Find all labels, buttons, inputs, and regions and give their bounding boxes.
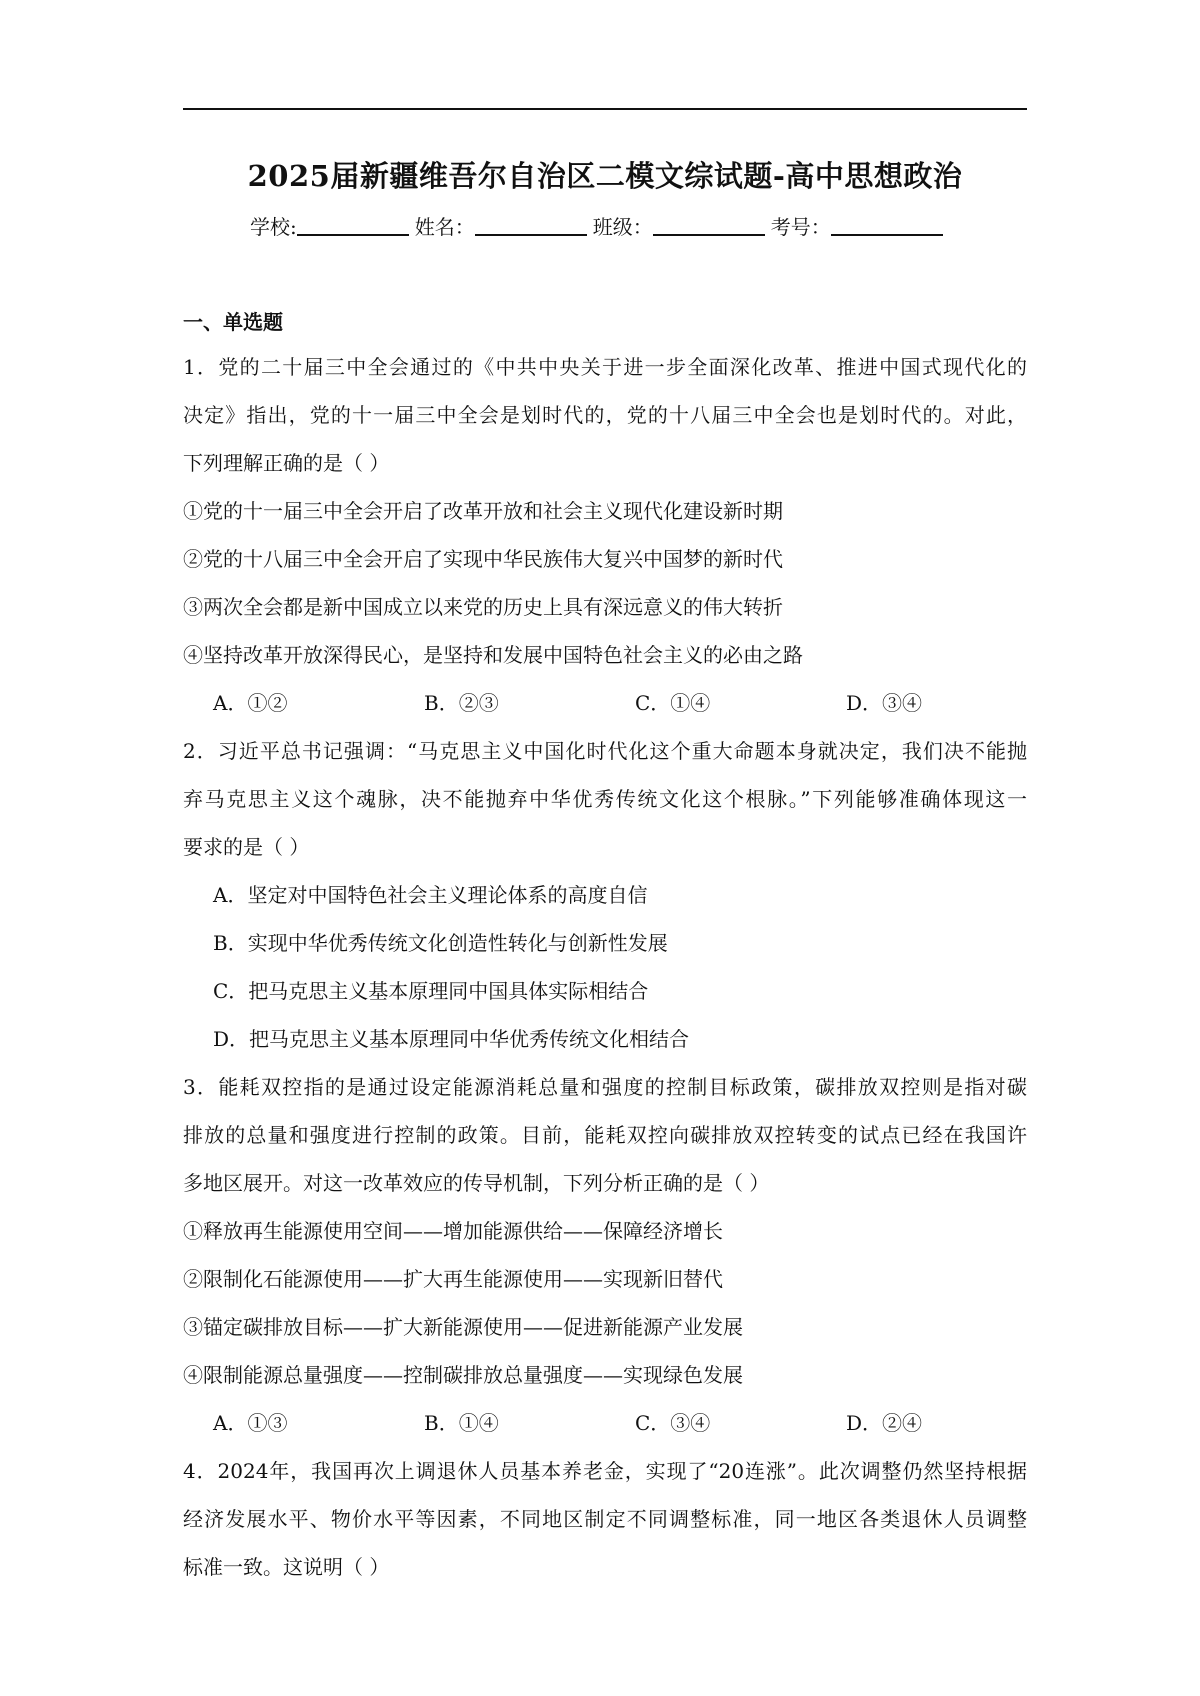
option-b[interactable]: B．①④	[424, 1411, 499, 1435]
answer-options	[183, 1399, 1027, 1447]
option-c[interactable]: C．①④	[635, 691, 711, 715]
exam-number-label: 考号：	[770, 215, 831, 239]
question-1	[183, 343, 1027, 727]
question-stem-line: 排放的总量和强度进行控制的政策。目前，能耗双控向碳排放双控转变的试点已经在我国许	[183, 1123, 1027, 1147]
question-stem-line: 1．党的二十届三中全会通过的《中共中央关于进一步全面深化改革、推进中国式现代化的	[183, 355, 1027, 379]
question-3	[183, 1063, 1027, 1447]
class-blank[interactable]	[653, 212, 765, 236]
question-stem-line: 3．能耗双控指的是通过设定能源消耗总量和强度的控制目标政策，碳排放双控则是指对碳	[183, 1075, 1027, 1099]
question-stem-line: 标准一致。这说明（ ）	[183, 1555, 390, 1579]
statement-4: ④坚持改革开放深得民心，是坚持和发展中国特色社会主义的必由之路	[183, 643, 803, 667]
option-b[interactable]: B．②③	[424, 691, 499, 715]
question-4	[183, 1447, 1027, 1591]
school-field	[250, 212, 415, 242]
answer-options	[183, 679, 1027, 727]
school-label: 学校:	[250, 215, 297, 239]
statement-2: ②限制化石能源使用——扩大再生能源使用——实现新旧替代	[183, 1267, 723, 1291]
exam-number-field	[771, 212, 949, 242]
statement-3: ③锚定碳排放目标——扩大新能源使用——促进新能源产业发展	[183, 1315, 743, 1339]
question-stem-line: 要求的是（ ）	[183, 835, 310, 859]
statement-1: ①释放再生能源使用空间——增加能源供给——保障经济增长	[183, 1219, 723, 1243]
option-c[interactable]: C．把马克思主义基本原理同中国具体实际相结合	[213, 979, 649, 1003]
question-stem-line: 经济发展水平、物价水平等因素，不同地区制定不同调整标准，同一地区各类退休人员调整	[183, 1507, 1027, 1531]
question-stem-line: 决定》指出，党的十一届三中全会是划时代的，党的十八届三中全会也是划时代的。对此，	[183, 403, 1027, 427]
question-2	[183, 727, 1027, 1063]
option-c[interactable]: C．③④	[635, 1411, 711, 1435]
name-blank[interactable]	[475, 212, 587, 236]
option-d[interactable]: D．②④	[846, 1411, 923, 1435]
statement-4: ④限制能源总量强度——控制碳排放总量强度——实现绿色发展	[183, 1363, 743, 1387]
statement-1: ①党的十一届三中全会开启了改革开放和社会主义现代化建设新时期	[183, 499, 783, 523]
question-stem-line: 2．习近平总书记强调：“马克思主义中国化时代化这个重大命题本身就决定，我们决不能抛	[183, 739, 1027, 763]
top-rule	[183, 108, 1027, 110]
statement-2: ②党的十八届三中全会开启了实现中华民族伟大复兴中国梦的新时代	[183, 547, 783, 571]
questions-content	[183, 343, 1027, 1591]
question-stem-line: 多地区展开。对这一改革效应的传导机制，下列分析正确的是（ ）	[183, 1171, 770, 1195]
exam-number-blank[interactable]	[831, 212, 943, 236]
option-b[interactable]: B．实现中华优秀传统文化创造性转化与创新性发展	[213, 931, 668, 955]
class-field	[593, 212, 771, 242]
section-heading: 一、单选题	[183, 310, 283, 334]
name-field	[415, 212, 593, 242]
class-label: 班级：	[592, 215, 653, 239]
option-a[interactable]: A．①②	[213, 691, 288, 715]
question-stem-line: 弃马克思主义这个魂脉，决不能抛弃中华优秀传统文化这个根脉。”下列能够准确体现这一	[183, 787, 1027, 811]
statement-3: ③两次全会都是新中国成立以来党的历史上具有深远意义的伟大转折	[183, 595, 783, 619]
option-d[interactable]: D．③④	[846, 691, 923, 715]
school-blank[interactable]	[297, 212, 409, 236]
student-info-row	[250, 212, 1010, 242]
option-d[interactable]: D．把马克思主义基本原理同中华优秀传统文化相结合	[213, 1027, 690, 1051]
question-stem-line: 下列理解正确的是（ ）	[183, 451, 390, 475]
name-label: 姓名：	[414, 215, 475, 239]
option-a[interactable]: A．①③	[213, 1411, 288, 1435]
page-title: 2025届新疆维吾尔自治区二模文综试题-高中思想政治	[247, 159, 963, 193]
option-a[interactable]: A．坚定对中国特色社会主义理论体系的高度自信	[213, 883, 648, 907]
question-stem-line: 4．2024年，我国再次上调退休人员基本养老金，实现了“20连涨”。此次调整仍然坚持根据	[183, 1459, 1027, 1483]
